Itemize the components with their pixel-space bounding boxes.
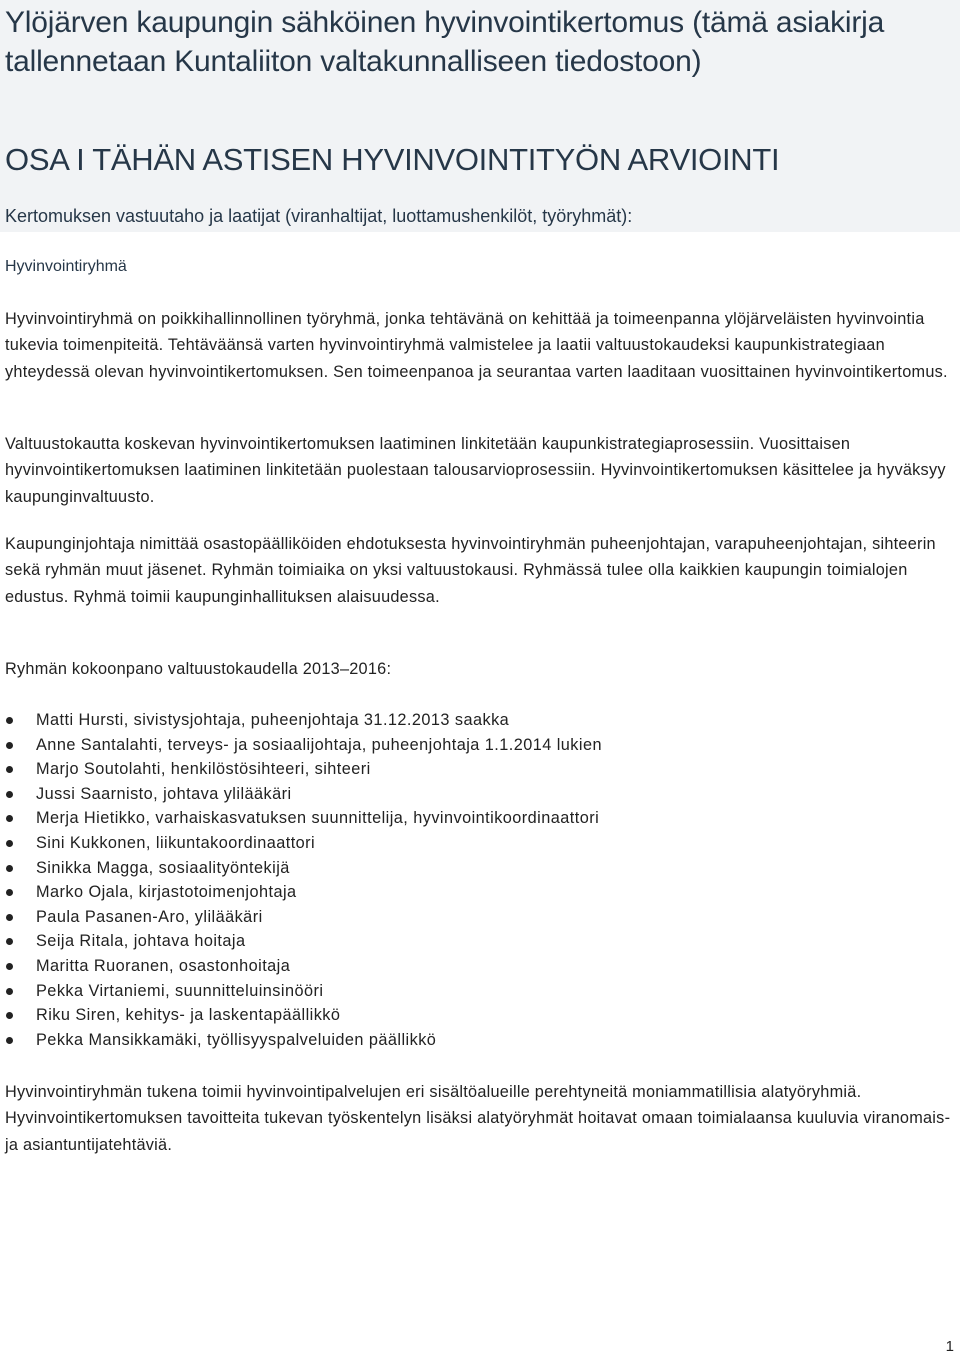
bullet-icon: [6, 889, 13, 896]
member-text: Marko Ojala, kirjastotoimenjohtaja: [36, 883, 297, 902]
bullet-icon: [6, 815, 13, 822]
bullet-icon: [6, 914, 13, 921]
member-text: Sinikka Magga, sosiaalityöntekijä: [36, 858, 290, 877]
member-text: Jussi Saarnisto, johtava ylilääkäri: [36, 784, 292, 803]
list-item: [0, 831, 602, 856]
list-item: [0, 1003, 602, 1028]
list-item: [0, 806, 602, 831]
paragraph-process-links: Valtuustokautta koskevan hyvinvointikertomuksen laatiminen linkitetään kaupunkistrategiaprosessiin. Vuosittaisen hyvinvointikertomuksen laatiminen linkitetään puolestaan talousarvioprosessiin. Hyvinvointikertomuksen käsittelee ja hyväksyy kaupunginvaltuusto.: [5, 435, 946, 506]
part-heading: OSA I TÄHÄN ASTISEN HYVINVOINTITYÖN ARVIOINTI: [5, 142, 780, 177]
document-title: Ylöjärven kaupungin sähköinen hyvinvointikertomus (tämä asiakirja tallennetaan Kuntaliiton valtakunnalliseen tiedostoon): [5, 6, 885, 78]
member-text: Merja Hietikko, varhaiskasvatuksen suunnittelija, hyvinvointikoordinaattori: [36, 809, 600, 828]
list-item: [0, 954, 602, 979]
bullet-icon: [6, 963, 13, 970]
list-item: [0, 856, 602, 881]
responsible-parties-heading: Kertomuksen vastuutaho ja laatijat (viranhaltijat, luottamushenkilöt, työryhmät):: [5, 206, 633, 226]
bullet-icon: [6, 1012, 13, 1019]
list-item: [0, 782, 602, 807]
list-item: [0, 733, 602, 758]
bullet-icon: [6, 938, 13, 945]
bullet-icon: [6, 742, 13, 749]
member-list: [0, 708, 602, 1052]
member-text: Marjo Soutolahti, henkilöstösihteeri, sihteeri: [36, 760, 371, 779]
list-item: [0, 1028, 602, 1053]
bullet-icon: [6, 717, 13, 724]
list-item: [0, 929, 602, 954]
member-text: Maritta Ruoranen, osastonhoitaja: [36, 956, 291, 975]
page-number: 1: [945, 1338, 954, 1355]
list-item: [0, 880, 602, 905]
member-text: Seija Ritala, johtava hoitaja: [36, 932, 246, 951]
list-item: [0, 905, 602, 930]
list-item: [0, 708, 602, 733]
member-text: Paula Pasanen-Aro, ylilääkäri: [36, 907, 263, 926]
member-text: Anne Santalahti, terveys- ja sosiaalijohtaja, puheenjohtaja 1.1.2014 lukien: [36, 735, 602, 754]
paragraph-composition-intro: Ryhmän kokoonpano valtuustokaudella 2013–2016:: [5, 660, 392, 678]
bullet-icon: [6, 840, 13, 847]
paragraph-appointment: Kaupunginjohtaja nimittää osastopäälliköiden ehdotuksesta hyvinvointiryhmän puheenjohtajan, varapuheenjohtajan, sihteerin sekä ryhmän muut jäsenet. Ryhmän toimiaika on yksi valtuustokausi. Ryhmässä tulee olla kaikkien kaupungin toimialojen edustus. Ryhmä toimii kaupunginhallituksen alaisuudessa.: [5, 535, 936, 606]
member-text: Riku Siren, kehitys- ja laskentapäällikkö: [36, 1006, 341, 1025]
bullet-icon: [6, 791, 13, 798]
paragraph-group-description: Hyvinvointiryhmä on poikkihallinnollinen työryhmä, jonka tehtävänä on kehittää ja toimeenpanna ylöjärveläisten hyvinvointia tukevia toimenpiteitä. Tehtäväänsä varten hyvinvointiryhmä valmistelee ja laatii valtuustokaudeksi kaupunkistrategiaan yhteydessä olevan hyvinvointikertomuksen. Sen toimeenpanoa ja seurantaa varten laaditaan vuosittainen hyvinvointikertomus.: [5, 310, 948, 381]
bullet-icon: [6, 766, 13, 773]
bullet-icon: [6, 1037, 13, 1044]
member-text: Pekka Mansikkamäki, työllisyyspalveluiden päällikkö: [36, 1030, 437, 1049]
section-heading: Hyvinvointiryhmä: [5, 258, 127, 275]
member-text: Matti Hursti, sivistysjohtaja, puheenjohtaja 31.12.2013 saakka: [36, 711, 510, 729]
member-text: Sini Kukkonen, liikuntakoordinaattori: [36, 833, 316, 852]
member-text: Pekka Virtaniemi, suunnitteluinsinööri: [36, 981, 324, 1000]
list-item: [0, 979, 602, 1004]
paragraph-subgroups: Hyvinvointiryhmän tukena toimii hyvinvointipalvelujen eri sisältöalueille perehtyneitä moniammatillisia alatyöryhmiä. Hyvinvointikertomuksen tavoitteita tukevan työskentelyn lisäksi alatyöryhmät hoitavat omaan toimialaansa kuuluvia viranomais- ja asiantuntijatehtäviä.: [5, 1083, 951, 1154]
bullet-icon: [6, 865, 13, 872]
bullet-icon: [6, 988, 13, 995]
list-item: [0, 757, 602, 782]
